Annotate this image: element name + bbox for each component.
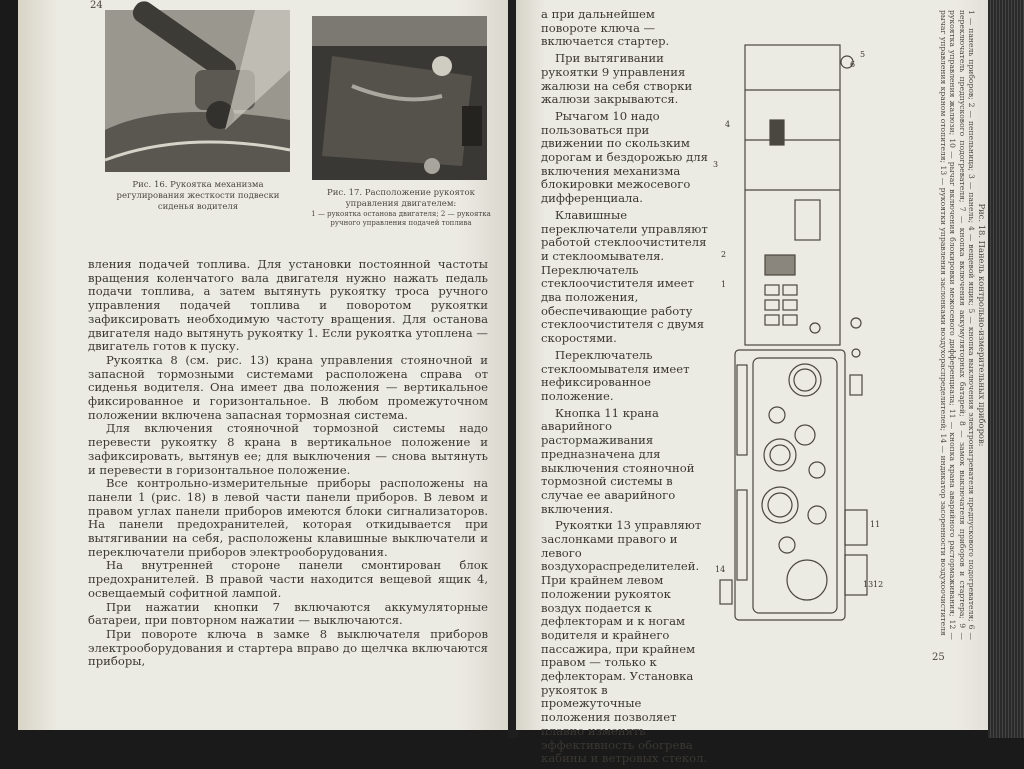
figure-18-diagram bbox=[713, 40, 884, 640]
left-page bbox=[18, 0, 512, 730]
paragraph: При вытягивании рукоятки 9 управления жалюзи на себя створки жалюзи закрываются. bbox=[541, 51, 693, 107]
paragraph: Клавишные переключатели управляют работой стеклоочистителя и стеклоомывателя. Переключатель стеклоочистителя имеет два положения, обеспечивающие работу стеклоочистителя с двумя скоростями. bbox=[541, 207, 708, 346]
paragraph: Все контрольно-измерительные приборы расположены на панели 1 (рис. 18) в левой части панели приборов. В левом и правом углах панели приборов имеются блоки сигнализаторов. На панели предохранителей, которая откидывается при вытягивании на себя, расположены клавишные выключатели и переключатели приборов электрооборудования. bbox=[88, 476, 488, 559]
paragraph: При повороте ключа в замке 8 выключателя приборов электрооборудования и стартера вправо до щелчка включаются приборы, bbox=[88, 626, 488, 669]
diagram-label: 2 bbox=[721, 250, 727, 259]
diagram-label: 14 bbox=[715, 565, 726, 574]
figure-16-photo bbox=[105, 10, 290, 172]
paragraph: а при дальнейшем повороте ключа — включается стартер. bbox=[541, 7, 670, 49]
book-page-edges bbox=[988, 0, 1024, 738]
left-body-text bbox=[88, 258, 488, 669]
right-page bbox=[516, 0, 988, 766]
paragraph: На внутренней стороне панели смонтирован блок предохранителей. В правой части находится вещевой ящик 4, освещаемый софитной лампой. bbox=[88, 558, 488, 600]
figure-17-caption bbox=[306, 188, 496, 228]
page-number-right: 25 bbox=[932, 652, 945, 663]
diagram-label: 11 bbox=[870, 520, 881, 529]
figure-17-photo bbox=[312, 16, 487, 180]
diagram-label: 5 bbox=[860, 50, 866, 59]
diagram-label: 13 bbox=[863, 580, 874, 589]
paragraph: При нажатии кнопки 7 включаются аккумуляторные батареи, при повторном нажатии — выключаются. bbox=[88, 599, 488, 628]
right-body-text bbox=[541, 8, 711, 769]
figure-18-caption-rotated bbox=[894, 10, 986, 650]
diagram-label: 1 bbox=[721, 280, 727, 289]
figure-17-legend: 1 — рукоятка останова двигателя; 2 — рукоятка ручного управления подачей топлива bbox=[311, 210, 491, 227]
paragraph: Рукоятка 8 (см. рис. 13) крана управления стояночной и запасной тормозными системами расположена справа от сиденья водителя. Она имеет два положения — вертикальное фиксированное и горизонтальное. В любом промежуточном положении включена запасная тормозная система. bbox=[88, 352, 488, 422]
diagram-label: 3 bbox=[713, 160, 719, 169]
diagram-label: 12 bbox=[873, 580, 884, 589]
figure-16-caption: Рис. 16. Рукоятка механизма регулирования жесткости подвески сиденья водителя bbox=[116, 180, 280, 212]
diagram-label: 6 bbox=[850, 60, 856, 69]
figure-18-legend: 1 — панель приборов; 2 — пепельница; 3 — панель; 4 — вещевой ящик; 5 — кнопка выключения электронагревателя предпускового подогревателя; 6 — переключатель предпускового подогревателя; 7 — кнопка включения аккумуляторных батарей; 8 — замок выключателя приборов и стартера; 9 — рукоятка управления жалюзи; 10 — рычаг включения блокировки межосевого дифференциала; 11 — кнопка крана аварийного растормаживания; 12 — рычаг управления краном отопителя; 13 — рукоятки управления заслонками воздухораспределителей; 14 — индикатор засоренности воздухоочистителя bbox=[938, 10, 977, 640]
paragraph: Рукоятки 13 управляют заслонками правого и левого воздухораспределителей. При крайнем левом положении рукояток воздух подается к дефлекторам и к ногам водителя и крайнего пассажира, при крайнем правом — только к дефлекторам. Установка рукояток в промежуточные положения позволяет плавно изменять эффективность обогрева кабины и ветровых стекол. bbox=[541, 518, 708, 766]
paragraph: Кнопка 11 крана аварийного растормаживания предназначена для выключения стояночной тормозной системы в случае ее аварийного включения. bbox=[541, 405, 695, 516]
page-number-left: 24 bbox=[90, 0, 103, 11]
paragraph: Переключатель стеклоомывателя имеет нефиксированное положение. bbox=[541, 347, 690, 403]
diagram-label: 4 bbox=[725, 120, 731, 129]
paragraph: Для включения стояночной тормозной системы надо перевести рукоятку 8 крана в вертикальное положение и зафиксировать, вытянув ее; для выключения — снова вытянуть и перевести в горизонтальное положение. bbox=[88, 421, 488, 477]
figure-17-title: Рис. 17. Расположение рукояток управления двигателем: bbox=[327, 188, 475, 209]
paragraph: вления подачей топлива. Для установки постоянной частоты вращения коленчатого вала двигателя нужно нажать педаль подачи топлива, а затем вытянуть рукоятку троса ручного управления подачей топлива и поворотом рукоятки зафиксировать необходимую частоту вращения. Для останова двигателя надо вытянуть рукоятку 1. Если рукоятка утоплена — двигатель готов к пуску. bbox=[88, 257, 488, 354]
figure-18-title: Рис. 18. Панель контрольно-измерительных приборов: bbox=[977, 203, 987, 447]
paragraph: Рычагом 10 надо пользоваться при движении по скользким дорогам и бездорожью для включения механизма блокировки межосевого дифференциала. bbox=[541, 108, 708, 206]
